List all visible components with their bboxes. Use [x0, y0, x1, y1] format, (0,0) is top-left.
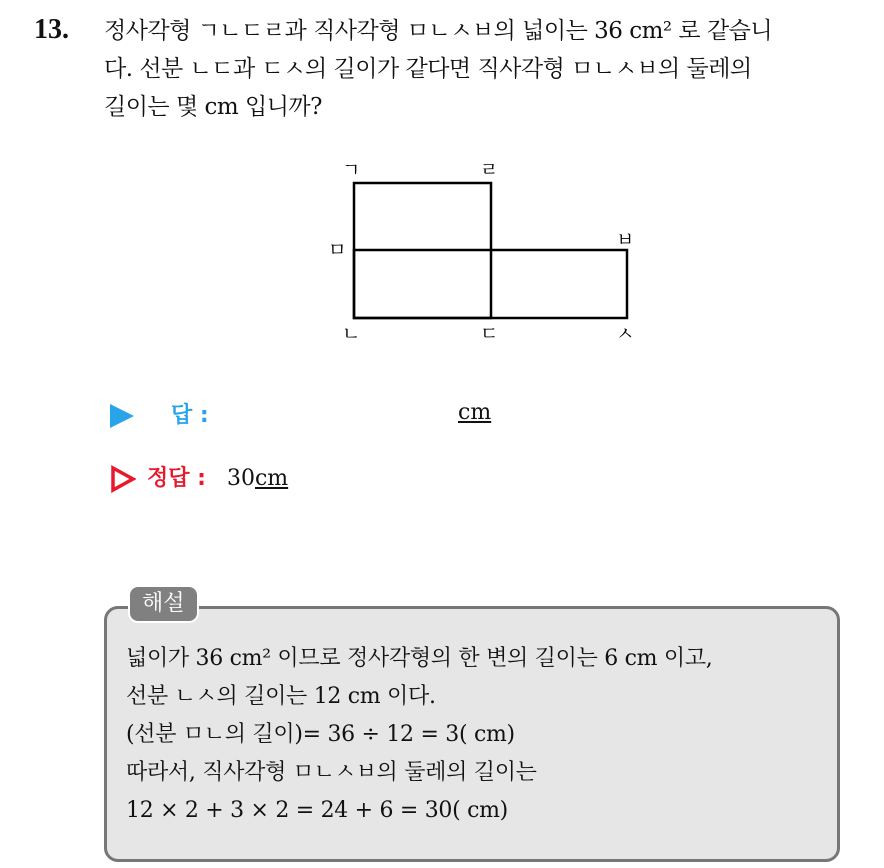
answer-label: 답 :: [171, 403, 209, 428]
explanation-line: 선분 ㄴㅅ의 길이는 12 cm 이다.: [126, 684, 436, 709]
correct-answer-value: 30: [226, 466, 255, 491]
question-line: 길이는 몇 cm 입니까?: [104, 94, 322, 120]
explanation-line: 따라서, 직사각형 ㅁㄴㅅㅂ의 둘레의 길이는: [126, 760, 537, 785]
question-line: 다. 선분 ㄴㄷ과 ㄷㅅ의 길이가 같다면 직사각형 ㅁㄴㅅㅂ의 둘레의: [104, 56, 752, 82]
explanation-line: 넓이가 36 cm² 이므로 정사각형의 한 변의 길이는 6 cm 이고,: [126, 646, 713, 671]
answer-unit: cm: [458, 400, 492, 425]
vertex-label-b: ㅂ: [616, 229, 635, 251]
geometry-figure: [320, 150, 660, 350]
answer-arrow-icon: [110, 404, 134, 428]
correct-answer-label: 정답 :: [147, 466, 206, 491]
answer-row: [110, 398, 492, 429]
explanation-line: 12 × 2 + 3 × 2 = 24 + 6 = 30( cm): [126, 798, 508, 823]
vertex-label-n: ㄴ: [342, 323, 361, 345]
explanation-text: [126, 640, 826, 830]
question-number: 13.: [34, 14, 69, 45]
question-text: [104, 12, 864, 126]
vertex-label-r: ㄹ: [480, 159, 499, 181]
vertex-label-g: ㄱ: [342, 159, 361, 181]
correct-arrow-icon: [110, 465, 136, 493]
question-line: 정사각형 ㄱㄴㄷㄹ과 직사각형 ㅁㄴㅅㅂ의 넓이는 36 cm² 로 같습니: [104, 18, 773, 44]
vertex-label-s: ㅅ: [616, 323, 635, 345]
vertex-label-d: ㄷ: [480, 323, 499, 345]
correct-answer-row: [110, 461, 288, 493]
explanation-tab: 해설: [128, 585, 199, 623]
correct-answer-unit: cm: [254, 466, 289, 491]
vertex-label-m: ㅁ: [328, 239, 347, 261]
explanation-line: (선분 ㅁㄴ의 길이)= 36 ÷ 12 = 3( cm): [126, 722, 515, 747]
